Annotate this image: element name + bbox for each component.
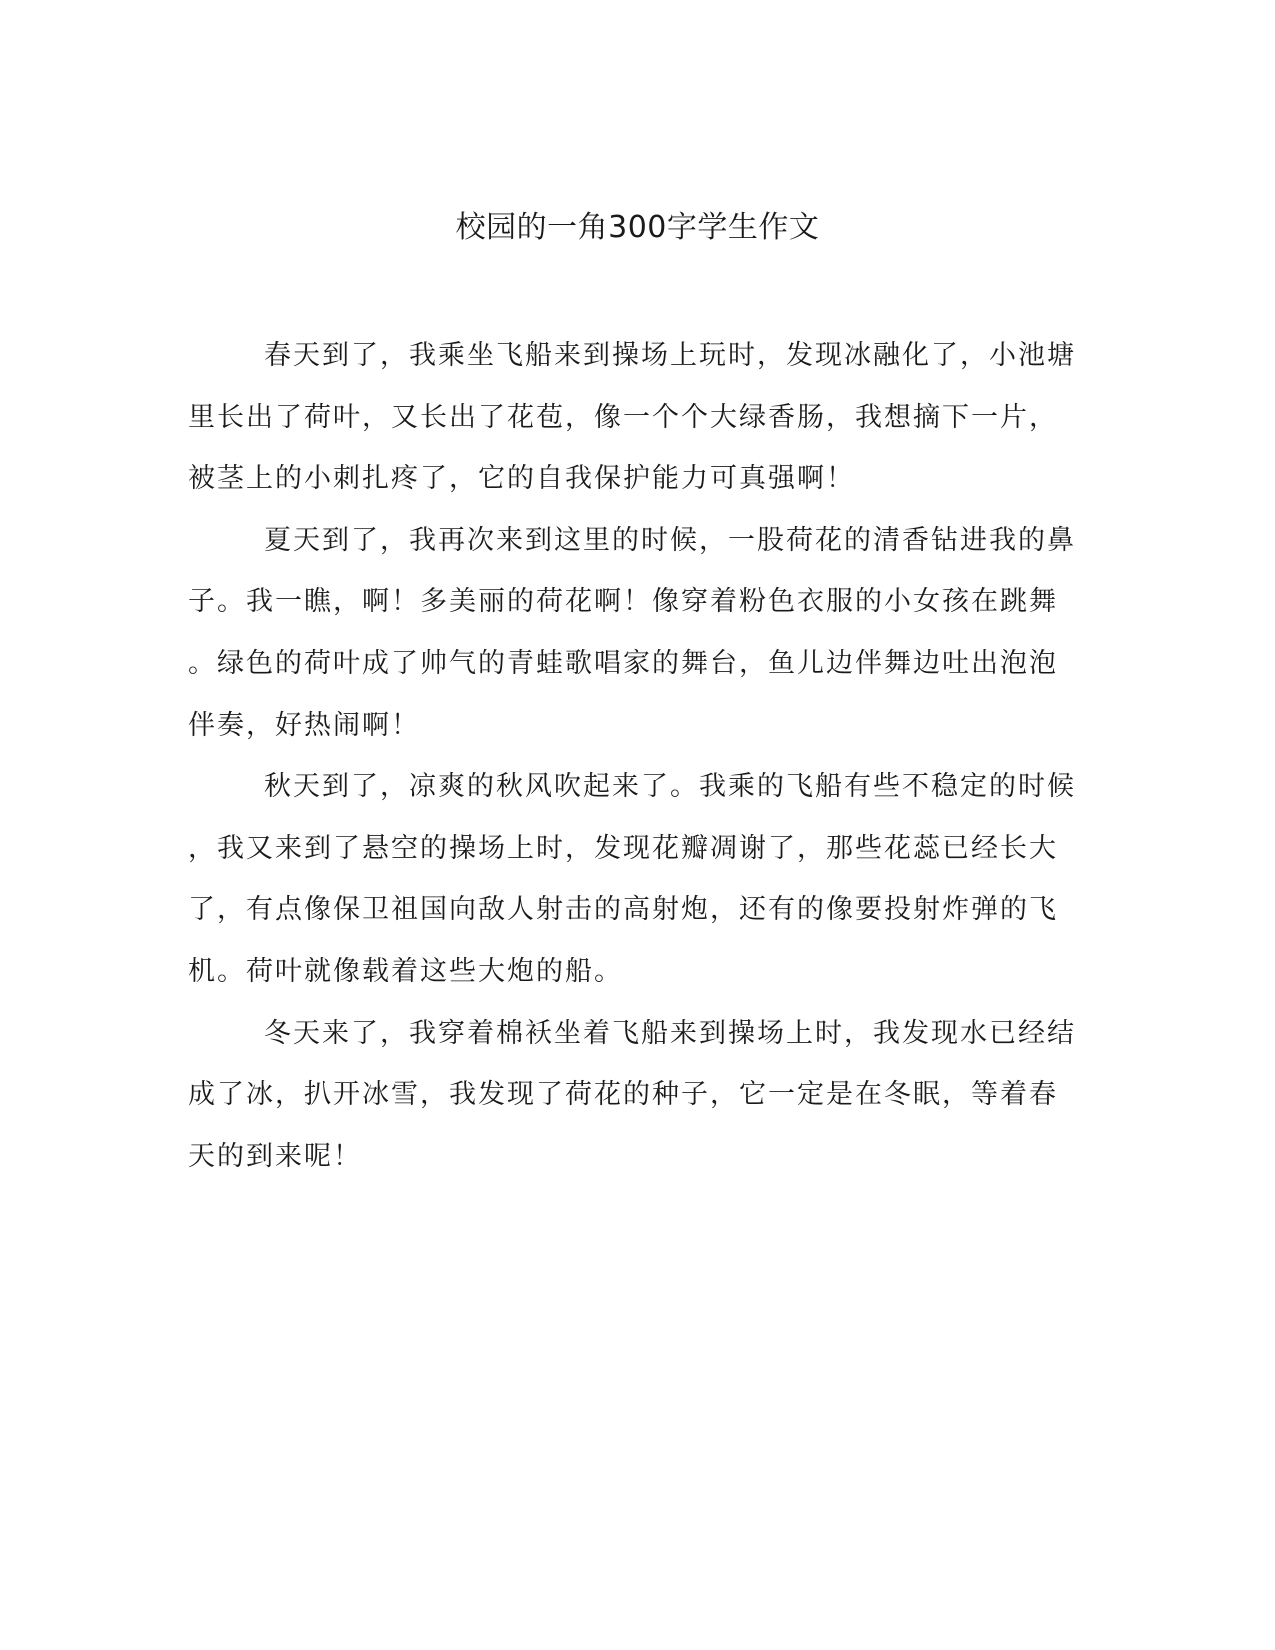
paragraph-line: 夏天到了，我再次来到这里的时候，一股荷花的清香钻进我的鼻 <box>264 524 1076 556</box>
paragraph-line: 里长出了荷叶，又长出了花苞，像一个个大绿香肠，我想摘下一片， <box>188 401 1058 433</box>
paragraph-summer <box>188 510 1078 756</box>
paragraph-line: 伴奏，好热闹啊！ <box>188 709 420 741</box>
paragraph-line: 天的到来呢！ <box>188 1140 362 1172</box>
paragraph-winter <box>188 1003 1078 1188</box>
essay-body <box>188 325 1078 1187</box>
paragraph-line: 成了冰，扒开冰雪，我发现了荷花的种子，它一定是在冬眠，等着春 <box>188 1079 1058 1111</box>
document-title: 校园的一角300字学生作文 <box>455 210 820 245</box>
paragraph-spring <box>188 325 1078 510</box>
paragraph-line: ，我又来到了悬空的操场上时，发现花瓣凋谢了，那些花蕊已经长大 <box>188 832 1058 864</box>
paragraph-line: 。绿色的荷叶成了帅气的青蛙歌唱家的舞台，鱼儿边伴舞边吐出泡泡 <box>188 647 1058 679</box>
paragraph-line: 了，有点像保卫祖国向敌人射击的高射炮，还有的像要投射炸弹的飞 <box>188 894 1058 926</box>
paragraph-autumn <box>188 756 1078 1002</box>
paragraph-line: 春天到了，我乘坐飞船来到操场上玩时，发现冰融化了，小池塘 <box>264 340 1076 371</box>
paragraph-line: 被茎上的小刺扎疼了，它的自我保护能力可真强啊！ <box>188 463 855 495</box>
paragraph-line: 机。荷叶就像载着这些大炮的船。 <box>188 955 623 987</box>
paragraph-line: 冬天来了，我穿着棉袄坐着飞船来到操场上时，我发现水已经结 <box>264 1017 1076 1049</box>
paragraph-line: 子。我一瞧，啊！多美丽的荷花啊！像穿着粉色衣服的小女孩在跳舞 <box>188 586 1058 618</box>
paragraph-line: 秋天到了，凉爽的秋风吹起来了。我乘的飞船有些不稳定的时候 <box>264 771 1076 803</box>
